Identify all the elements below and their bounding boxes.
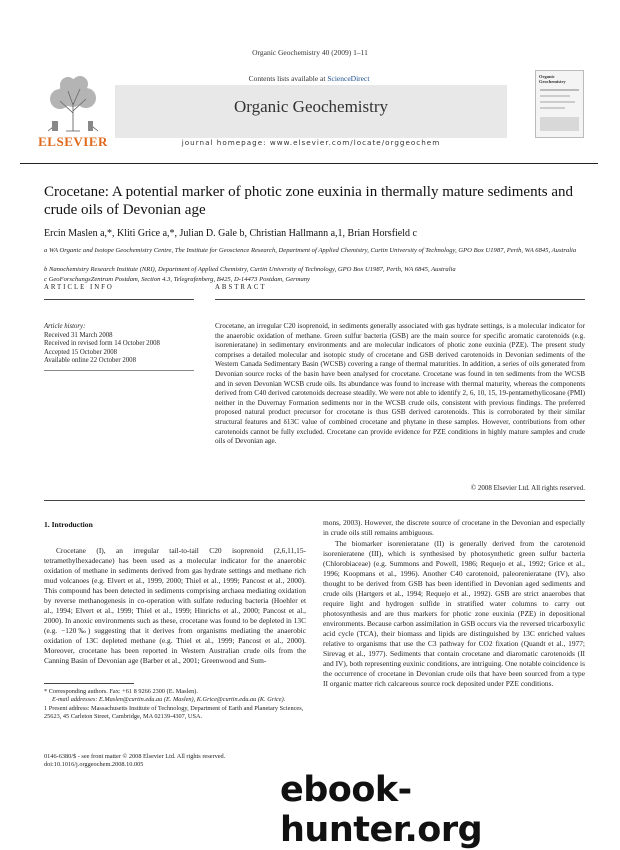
affiliation-b: b Nanochemistry Research Institute (NRI), Department of Applied Chemistry, Curtin University of Technology, GPO Box U1987, Perth, WA 6845, Australia [44, 266, 456, 273]
article-info-header: ARTICLE INFO [44, 284, 114, 291]
cover-title: Organic Geochemistry [539, 74, 566, 84]
footnote-present-address: 1 Present address: Massachusetts Institute of Technology, Department of Earth and Planetary Sciences, 25623, 45 Carleton Street, Cambridge, MA 02139-4307, USA. [44, 704, 304, 720]
history-online: Available online 22 October 2008 [44, 357, 136, 365]
affiliation-c: c GeoForschungsZentrum Postdam, Section 4.3, Telegrafenberg, B425, D-14473 Postdam, Germany [44, 276, 310, 283]
journal-title: Organic Geochemistry [233, 97, 389, 116]
abstract-header: ABSTRACT [215, 284, 267, 291]
masthead-rule [20, 163, 598, 164]
contents-line [20, 74, 598, 83]
intro-paragraph-right-2: The biomarker isorenieratane (II) is generally derived from the carotenoid isorenieratene (III), which is synthesised by photosynthetic green sulfur bacteria (Chlorobiaceae) (e.g. Summons and Powell, 1986; Requejo et al., 1992; Grice et al., 1996; Koopmans et al., 1996). Another C40 carotenoid, paleorenieratane (IV), also thought to be derived from GSB has been identified in Devonian aged sediments and crude oils (Hartgers et al., 1994; Requejo et al., 1992). GSB are strict anaerobes that require light and hydrogen sulfide in stratified water columns to carry out photosynthesis and are thus markers for photic zone euxinia (PZE) in depositional environments. Because carbon assimilation in GSB occurs via the reversed tricarboxylic acid cycle (TCA), their biomass and lipids are distinguished by 13C enriched values relative to organisms that use the C3 pathway for CO2 fixation (Quandt et al., 1977; Sirevag et al., 1977). Sediments that contain crocetane and diaromatic carotenoids (II and IV), both representing euxinic conditions, are intriguing. One notable coincidence is the occurrence of crocetane in Devonian crude oils that have been sourced from a type II organic matter rich calcareous source rock deposited under PZE conditions. [323, 539, 585, 688]
abstract-bottom-rule [44, 500, 585, 501]
history-accepted: Accepted 15 October 2008 [44, 348, 118, 356]
elsevier-wordmark: ELSEVIER [38, 134, 108, 149]
section-heading-introduction: 1. Introduction [44, 520, 93, 529]
copyright-line: © 2008 Elsevier Ltd. All rights reserved. [470, 484, 585, 492]
footnotes [44, 688, 306, 721]
history-revised: Received in revised form 14 October 2008 [44, 340, 160, 348]
article-title: Crocetane: A potential marker of photic zone euxinia in thermally mature sediments and crude oils of Devonian age [44, 184, 573, 218]
article-history [44, 323, 194, 366]
affiliation-a: a WA Organic and Isotope Geochemistry Centre, The Institute for Geoscience Research, Department of Applied Chemistry, Curtin University of Technology, GPO Box U1987, Perth, WA 6845, Australia [44, 247, 577, 254]
watermark-text: ebook-hunter.org [280, 770, 483, 850]
footnote-corresponding: * Corresponding authors. Fax: +61 8 9266 2300 (E. Maslen). [44, 688, 198, 695]
abstract-text: Crocetane, an irregular C20 isoprenoid, in sediments generally associated with gas hydrate settings, is a molecular indicator for the anaerobic oxidation of methane. Green sulfur bacteria (GSB) are the main source for specific aromatic carotenoids (e.g. isorenieratane) in sedimentary environments and are molecular indicators of photic zone euxinia (PZE). The present study comprises a detailed molecular and isotopic study of crocetane and GSB derived carotenoids in Devonian sediments of the Western Canada Sedimentary Basin (WCSB) covering a range of thermal maturities. In addition, a series of oils generated from Devonian source rocks of the basin have been analysed for crocetane. Crocetane was found in ten sediments from the WCSB and in seven Devonian WCSB crude oils. Its abundance was found to increase with thermal maturity, whereas the components derived from C40 derived carotenoids decrease steadily. We were not able to identify 2, 6, 10, 15, 19-pentamethylicosane (PMI) neither in the Duvernay Formation sediments nor in the WCSB crude oils, consistent with previous findings. The preferred proposed natural product precursor for crocetane is thus GSB derived carotenoids. This is corroborated by their similar structural features and δ13C value of combined crocetane and phytane in these samples. However, contributions from other carotenoids cannot be fully excluded. Crocetane can provide evidence for PZE conditions in highly mature samples and crude oils of Devonian age. [215, 322, 585, 446]
issn-block [44, 753, 306, 770]
sciencedirect-link[interactable]: ScienceDirect [327, 74, 370, 83]
issn-line: 0146-6380/$ - see front matter © 2008 Elsevier Ltd. All rights reserved. [44, 753, 226, 760]
history-received: Received 31 March 2008 [44, 331, 113, 339]
author-list: Ercin Maslen a,*, Kliti Grice a,*, Julian D. Gale b, Christian Hallmann a,1, Brian Horsfield c [44, 228, 417, 239]
abstract-rule [215, 299, 585, 300]
journal-masthead [20, 70, 598, 156]
intro-paragraph-left: Crocetane (I), an irregular tail-to-tail C20 isoprenoid (2,6,11,15-tetramethylhexadecane) has been used as a molecular indicator for the anaerobic oxidation of methane in sediments derived from gas hydrate settings and methane rich mud volcanoes (e.g. Elvert et al., 1999, 2000; Thiel et al., 1999; Pancost et al., 2000). This compound has been detected in sediments comprising archaea mediating oxidation by reverse methanogenesis in co-operation with sulfate reducing bacteria (Hoehler et al., 1994; Elvert et al., 1999; Thiel et al., 1999; Hinrichs et al., 2000; Pancost et al., 2000). In anoxic environments such as these, crocetane was found to be depleted in 13C (e.g. −120‰) suggesting that it derives from organisms mediating the anaerobic oxidation of 13C depleted methane (e.g. Thiel et al., 1999; Pancost et al., 2000). Moreover, crocetane has been reported in Western Australian crude oils from the Canning Basin of Devonian age (Barber et al., 2001; Greenwood and Sum- [44, 546, 306, 665]
history-bottom-rule [44, 370, 194, 371]
contents-prefix: Contents lists available at [248, 74, 328, 83]
journal-homepage[interactable]: journal homepage: www.elsevier.com/locate/orggeochem [181, 138, 441, 147]
article-info-rule [44, 299, 194, 300]
footnote-emails[interactable]: E-mail addresses: E.Maslen@curtin.edu.au (E. Maslen), K.Grice@curtin.edu.au (K. Grice). [52, 696, 286, 704]
journal-title-panel [115, 85, 507, 138]
history-label: Article history: [44, 323, 86, 330]
journal-cover-thumbnail [535, 70, 584, 138]
footnote-rule [44, 683, 134, 684]
running-head: Organic Geochemistry 40 (2009) 1–11 [252, 48, 368, 57]
intro-paragraph-right-1: mons, 2003). However, the discrete source of crocetane in the Devonian and especially in crude oils still remains ambiguous. [323, 518, 585, 537]
doi-line[interactable]: doi:10.1016/j.orggeochem.2008.10.005 [44, 761, 144, 769]
